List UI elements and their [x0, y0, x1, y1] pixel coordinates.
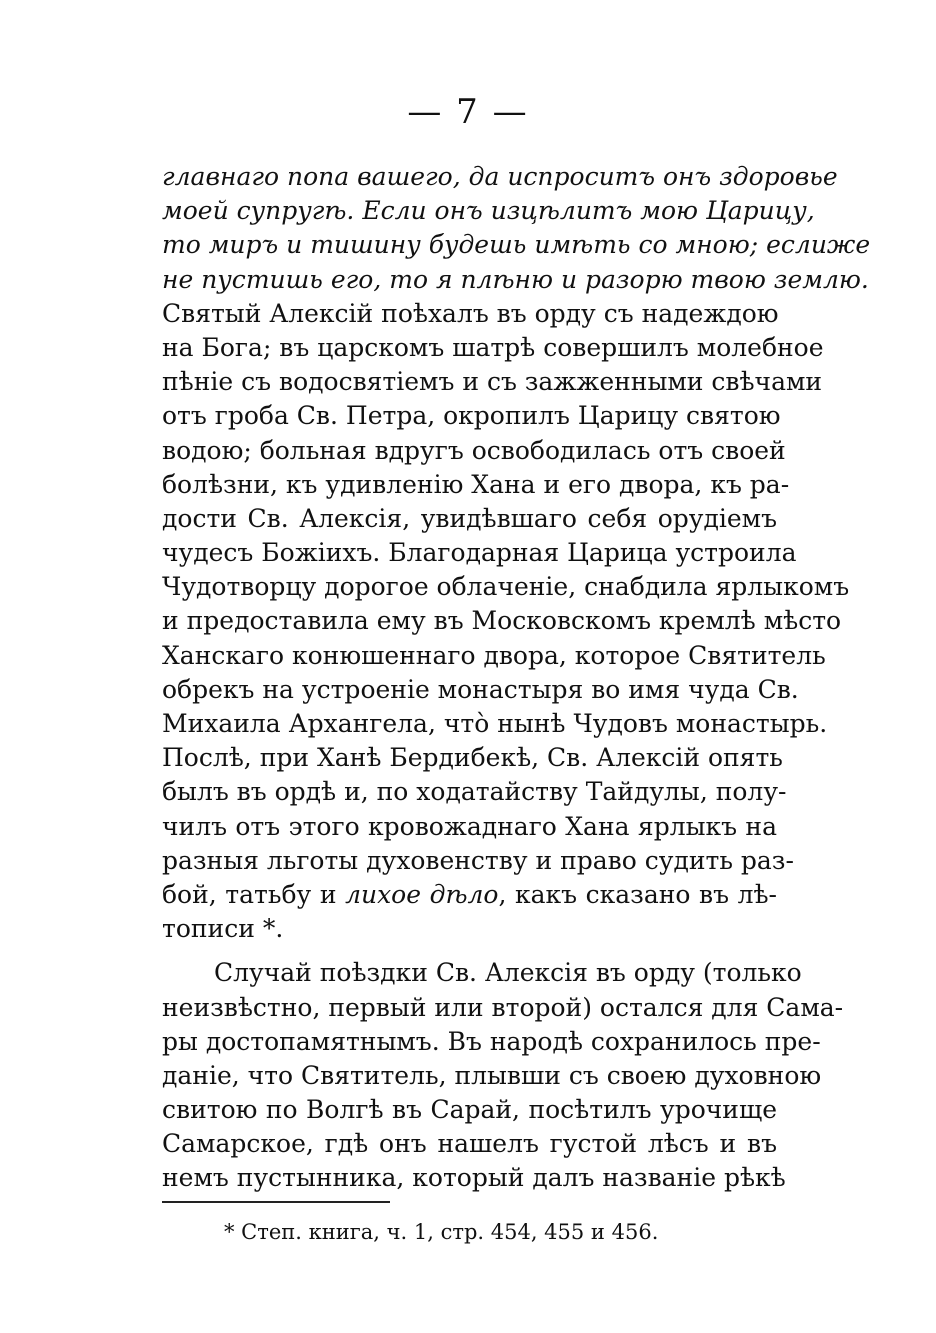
text-line: болѣзни, къ удивленію Хана и его двора, къ ра-	[162, 469, 790, 499]
italic-quote-line: то миръ и тишину будешь имѣть со мною; еслиже	[162, 230, 871, 260]
text-line: Послѣ, при Ханѣ Бердибекѣ, Св. Алексій опять	[162, 743, 783, 773]
text-line: дости Св. Алексія, увидѣвшаго себя орудіемъ	[162, 503, 777, 533]
paragraph-start-line: Случай поѣздки Св. Алексія въ орду (только	[214, 958, 802, 988]
text-line: и предоставила ему въ Московскомъ кремлѣ мѣсто	[162, 606, 842, 636]
text-line: неизвѣстно, первый или второй) остался для Сама-	[162, 992, 844, 1022]
italic-quote-line: моей супругѣ. Если онъ изцѣлитъ мою Царицу,	[162, 196, 815, 226]
paragraph-end-line: тописи *.	[162, 914, 284, 944]
text-line: Ханскаго конюшеннаго двора, которое Святитель	[162, 640, 826, 670]
text-line: обрекъ на устроеніе монастыря во имя чуда Св.	[162, 674, 799, 704]
text-line: Чудотворцу дорогое облаченіе, снабдила ярлыкомъ	[162, 572, 850, 602]
text-line: Михаила Архангела, что̀ нынѣ Чудовъ монастырь.	[162, 709, 828, 738]
page-number: — 7 —	[407, 92, 529, 132]
italic-phrase: лихое дѣло	[345, 879, 499, 909]
text-line: отъ гроба Св. Петра, окропилъ Царицу святою	[162, 401, 781, 431]
text-segment: , какъ сказано въ лѣ-	[498, 879, 777, 909]
text-line: водою; больная вдругъ освободилась отъ своей	[162, 435, 786, 465]
text-line: немъ пустынника, который далъ названіе рѣкѣ	[162, 1163, 786, 1193]
text-line: свитою по Волгѣ въ Сарай, посѣтилъ урочище	[162, 1095, 777, 1125]
text-segment: бой, татьбу и	[162, 879, 346, 909]
text-line-mixed	[162, 878, 777, 912]
text-line: Самарское, гдѣ онъ нашелъ густой лѣсъ и въ	[162, 1129, 777, 1159]
text-line: чилъ отъ этого кровожаднаго Хана ярлыкъ на	[162, 811, 777, 841]
footnote-divider	[162, 1201, 390, 1203]
text-line: пѣніе съ водосвятіемъ и съ зажженными свѣчами	[162, 367, 823, 397]
text-line: ры достопамятнымъ. Въ народѣ сохранилось пре-	[162, 1026, 821, 1056]
italic-quote-line: главнаго попа вашего, да испроситъ онъ здоровье	[162, 162, 838, 191]
text-line: чудесъ Божіихъ. Благодарная Царица устроила	[162, 538, 797, 568]
text-line: Святый Алексій поѣхалъ въ орду съ надеждою	[162, 298, 779, 328]
text-line: былъ въ ордѣ и, по ходатайству Тайдулы, полу-	[162, 777, 787, 807]
footnote: * Степ. книга, ч. 1, стр. 454, 455 и 456.	[224, 1220, 659, 1244]
text-line: разныя льготы духовенству и право судить раз-	[162, 845, 794, 875]
text-line: на Бога; въ царскомъ шатрѣ совершилъ молебное	[162, 332, 824, 362]
body-text	[162, 160, 871, 1196]
text-line: даніе, что Святитель, плывши съ своею духовною	[162, 1060, 822, 1090]
italic-quote-line: не пустишь его, то я плѣню и разорю твою землю.	[162, 264, 869, 294]
